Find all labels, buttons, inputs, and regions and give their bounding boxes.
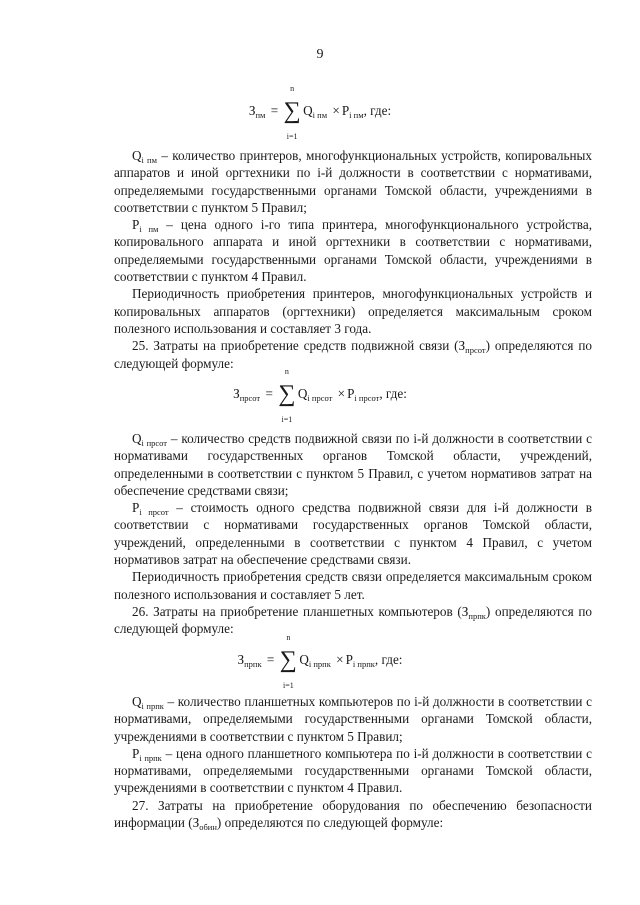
paragraph-q-prsot (114, 430, 592, 499)
paragraph-periodicity-printers: Периодичность приобретения принтеров, многофункциональных устройств и копировальных аппаратов (оргтехники) определяется максимальным сроком полезного использования и составляет 3 года. (114, 286, 592, 336)
paragraph-text: ) определяются по следующей формуле: (114, 603, 592, 637)
paragraph-text: – стоимость одного средства подвижной связи для i-й должности в соответствии с нормативами государственных органов Томской области, учреждений, определенными в соответствии с пунктом 4 Правил, с учетом нормативов затрат на обеспечение средствами связи. (114, 500, 593, 568)
formula-mobile-devices (0, 367, 640, 424)
paragraph-text: – количество планшетных компьютеров по i-й должности в соответствии с нормативами, определяемыми государственными органами Томской области, учреждениями в соответствии с пунктом 5 Правил; (114, 694, 592, 744)
paragraph-q-prpk (114, 693, 592, 745)
paragraph-text: ) определяются по следующей формуле: (216, 815, 444, 831)
formula-lhs-subscript: прпк (244, 659, 262, 669)
paragraph-text: 26. Затраты на приобретение планшетных компьютеров (З (132, 603, 469, 619)
formula-lhs-subscript: прсот (239, 393, 261, 403)
formula-printers (0, 84, 640, 141)
term-symbol: P (132, 745, 140, 761)
term-symbol: P (132, 500, 140, 516)
formula-lhs: З (233, 386, 240, 401)
formula-q-subscript: i прпк (308, 659, 331, 669)
term-subscript: i прсот (139, 507, 169, 518)
paragraph-text: 25. Затраты на приобретение средств подвижной связи (З (132, 338, 466, 354)
text-block-2 (114, 430, 592, 638)
paragraph-item-25 (114, 337, 592, 372)
equals-sign: = (265, 386, 273, 401)
paragraph-periodicity-mobile: Периодичность приобретения средств связи определяется максимальным сроком полезного использования и составляет 5 лет. (114, 569, 592, 602)
sum-lower-limit: i=1 (286, 132, 298, 141)
text-block-1 (114, 147, 592, 372)
term-symbol: P (132, 217, 140, 233)
term-subscript: i пм (141, 155, 157, 165)
term-symbol: Q (132, 148, 142, 163)
formula-tail: , где: (363, 103, 392, 118)
term-symbol: Q (132, 694, 142, 709)
sum-symbol: n ∑ i=1 (278, 367, 296, 424)
paragraph-p-prpk (114, 745, 592, 797)
formula-p: P (347, 386, 355, 401)
sum-symbol: n ∑ i=1 (279, 633, 297, 690)
formula-q: Q (303, 103, 313, 118)
sum-upper-limit: n (290, 84, 295, 93)
paragraph-text: ) определяются по следующей формуле: (114, 338, 592, 371)
times-sign: × (332, 103, 340, 118)
paragraph-text: – количество средств подвижной связи по i-й должности в соответствии с нормативами государственных органов Томской области, учреждений, определенными в соответствии с пунктом 5 Правил, с учетом нормативов затрат на обеспечение средствами связи; (114, 431, 592, 498)
term-symbol: Q (132, 431, 142, 446)
formula-lhs: З (248, 103, 256, 118)
formula-p: P (345, 652, 353, 667)
times-sign: × (336, 652, 344, 667)
term-subscript: прсот (465, 345, 486, 356)
formula-tablets (0, 633, 640, 690)
paragraph-item-27 (114, 797, 592, 832)
term-subscript: i прсот (141, 438, 168, 448)
formula-p: P (341, 103, 350, 118)
formula-tail: , где: (374, 652, 403, 667)
formula-q: Q (297, 386, 308, 401)
sum-symbol: n ∑ i=1 (283, 84, 301, 141)
paragraph-item-26 (114, 603, 592, 638)
term-subscript: i пм (139, 224, 159, 235)
formula-q-subscript: i пм (312, 110, 328, 120)
page-number: 9 (316, 47, 324, 62)
formula-p-subscript: i прпк (352, 659, 375, 669)
term-subscript: i прпк (141, 701, 164, 711)
equals-sign: = (266, 652, 275, 667)
formula-tail: , где: (379, 386, 407, 401)
term-subscript: обин (199, 822, 217, 833)
paragraph-text: – цена одного планшетного компьютера по i-й должности в соответствии с нормативами, определяемыми государственными органами Томской области, учреждениями в соответствии с пунктом 4 Правил. (114, 745, 592, 796)
formula-p-subscript: i пм (349, 110, 364, 120)
paragraph-text: – количество принтеров, многофункциональных устройств, копировальных аппаратов и иной оргтехники по i-й должности в соответствии с нормативами, определяемыми государственными органами Томской области, учреждениями в соответствии с пунктом 5 Правил; (114, 148, 592, 215)
sum-lower-limit: i=1 (282, 681, 294, 690)
formula-p-subscript: i прсот (354, 393, 380, 403)
sum-upper-limit: n (284, 367, 289, 376)
times-sign: × (337, 386, 346, 401)
sum-lower-limit: i=1 (281, 415, 293, 424)
text-block-3 (114, 693, 592, 831)
formula-q-subscript: i прсот (307, 393, 333, 403)
paragraph-text: 27. Затраты на приобретение оборудования по обеспечению безопасности информации (З (114, 797, 592, 831)
formula-lhs: З (237, 652, 245, 667)
sum-upper-limit: n (286, 633, 291, 642)
paragraph-q-pm (114, 147, 592, 216)
formula-lhs-subscript: пм (255, 110, 266, 120)
paragraph-p-pm (114, 216, 592, 285)
term-subscript: i прпк (139, 752, 162, 763)
equals-sign: = (270, 103, 279, 118)
formula-q: Q (299, 652, 309, 667)
paragraph-p-prsot (114, 499, 592, 568)
term-subscript: прпк (468, 610, 486, 621)
paragraph-text: – цена одного i-го типа принтера, многофункционального устройства, копировального аппарата и иной оргтехники в соответствии с нормативами, определяемыми государственными органами Томской области, учреждениями в соответствии с пунктом 4 Правил. (114, 217, 592, 285)
